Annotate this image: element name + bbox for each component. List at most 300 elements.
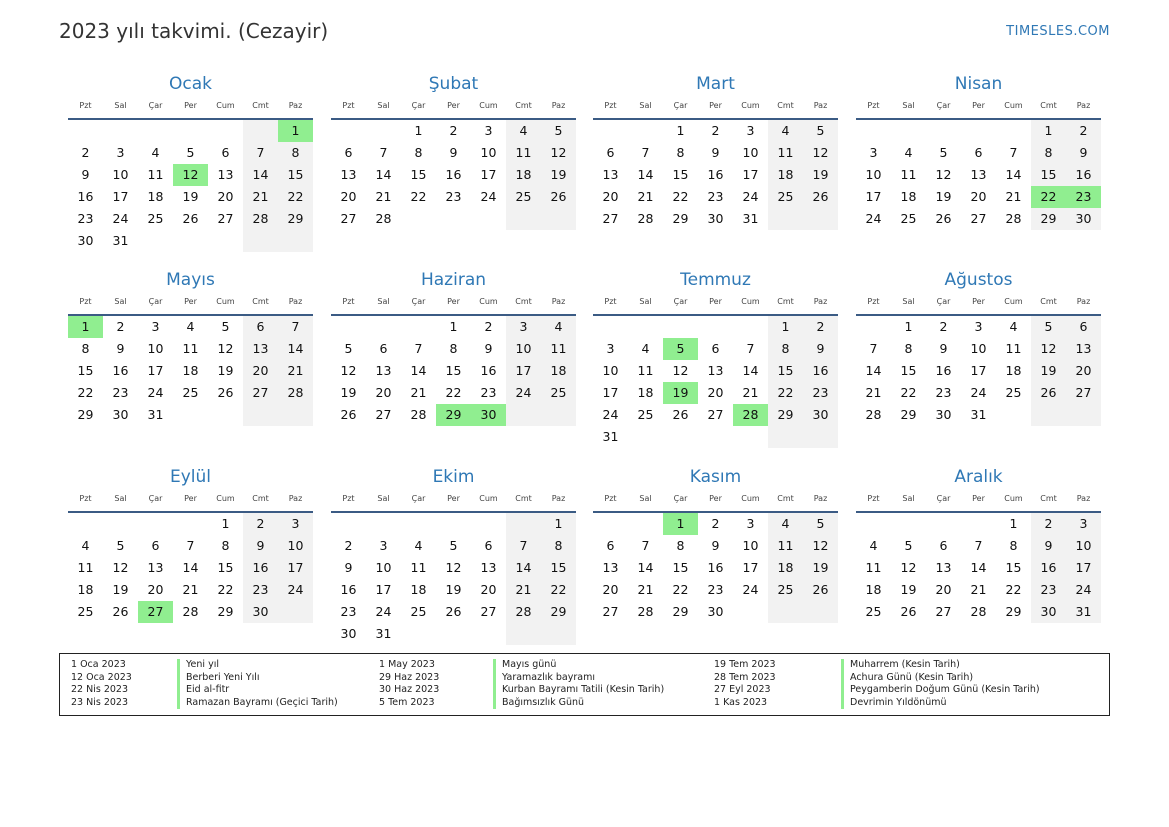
day-cell: 11 [410, 560, 427, 575]
day-cell: 6 [221, 145, 230, 160]
day-cell: 3 [1066, 513, 1101, 535]
day-cell: 18 [506, 164, 541, 186]
day-cell: 23 [707, 189, 724, 204]
day-cell: 15 [217, 560, 234, 575]
weekday-label: Per [972, 297, 985, 306]
weekday-label: Cmt [252, 101, 269, 110]
day-cell: 11 [506, 142, 541, 164]
day-cell: 14 [970, 560, 987, 575]
day-cell: 3 [379, 538, 388, 553]
day-cell: 16 [445, 167, 462, 182]
day-cell: 2 [803, 316, 838, 338]
empty-cell [628, 316, 663, 338]
day-grid [856, 316, 1101, 426]
weekday-header [331, 97, 576, 120]
day-cell: 10 [480, 145, 497, 160]
day-cell: 11 [900, 167, 917, 182]
day-cell: 23 [1031, 579, 1066, 601]
day-cell: 4 [414, 538, 423, 553]
day-cell: 29 [672, 604, 689, 619]
legend-date: 30 Haz 2023 [379, 684, 440, 696]
day-cell: 18 [768, 557, 803, 579]
holiday-day: 27 [138, 601, 173, 623]
day-grid [331, 120, 576, 230]
day-cell: 28 [865, 407, 882, 422]
day-cell: 24 [865, 211, 882, 226]
day-cell: 6 [379, 341, 388, 356]
day-cell: 19 [445, 582, 462, 597]
day-cell: 23 [935, 385, 952, 400]
weekday-header [856, 490, 1101, 513]
day-cell: 5 [541, 120, 576, 142]
day-cell: 1 [768, 316, 803, 338]
day-cell: 18 [1005, 363, 1022, 378]
day-cell: 27 [340, 211, 357, 226]
day-cell: 28 [1005, 211, 1022, 226]
day-cell: 26 [935, 211, 952, 226]
day-cell: 6 [243, 316, 278, 338]
day-cell: 25 [900, 211, 917, 226]
day-cell: 29 [672, 211, 689, 226]
day-cell: 5 [1031, 316, 1066, 338]
empty-cell [768, 426, 803, 448]
day-cell: 4 [506, 120, 541, 142]
day-cell: 23 [77, 211, 94, 226]
day-cell: 1 [1009, 516, 1018, 531]
day-cell: 25 [768, 186, 803, 208]
empty-cell [541, 208, 576, 230]
day-cell: 7 [243, 142, 278, 164]
weekday-label: Per [447, 101, 460, 110]
day-cell: 10 [865, 167, 882, 182]
day-cell: 10 [602, 363, 619, 378]
day-cell: 14 [410, 363, 427, 378]
day-cell: 14 [278, 338, 313, 360]
day-cell: 27 [935, 604, 952, 619]
legend-holiday-name: Ramazan Bayramı (Geçici Tarih) [177, 697, 338, 710]
day-cell: 25 [637, 407, 654, 422]
day-cell: 12 [340, 363, 357, 378]
day-cell: 13 [935, 560, 952, 575]
day-cell: 26 [445, 604, 462, 619]
day-cell: 18 [410, 582, 427, 597]
weekday-label: Çar [936, 297, 951, 306]
day-cell: 7 [379, 145, 388, 160]
empty-cell [401, 623, 436, 645]
day-cell: 12 [445, 560, 462, 575]
day-cell: 29 [768, 404, 803, 426]
day-cell: 28 [637, 211, 654, 226]
legend-holiday-name: Achura Günü (Kesin Tarih) [841, 672, 973, 685]
legend-holiday-name: Eid al-fitr [177, 684, 229, 697]
legend-holiday-name: Muharrem (Kesin Tarih) [841, 659, 960, 672]
empty-cell [436, 208, 471, 230]
day-cell: 21 [1005, 189, 1022, 204]
day-cell: 3 [116, 145, 125, 160]
day-cell: 6 [484, 538, 493, 553]
day-cell: 8 [904, 341, 913, 356]
day-cell: 8 [541, 535, 576, 557]
weekday-label: Cum [216, 494, 235, 503]
day-cell: 28 [410, 407, 427, 422]
day-cell: 13 [217, 167, 234, 182]
weekday-label: Per [447, 494, 460, 503]
day-cell: 2 [344, 538, 353, 553]
day-cell: 5 [939, 145, 948, 160]
day-cell: 22 [541, 579, 576, 601]
day-cell: 11 [147, 167, 164, 182]
day-cell: 15 [1005, 560, 1022, 575]
day-cell: 21 [182, 582, 199, 597]
day-cell: 26 [182, 211, 199, 226]
day-cell: 8 [449, 341, 458, 356]
day-cell: 22 [278, 186, 313, 208]
day-cell: 22 [410, 189, 427, 204]
month-3 [593, 73, 838, 230]
weekday-label: Pzt [604, 297, 617, 306]
day-cell: 21 [375, 189, 392, 204]
empty-cell [506, 513, 541, 535]
day-cell: 24 [112, 211, 129, 226]
day-cell: 30 [1066, 208, 1101, 230]
empty-cell [803, 601, 838, 623]
day-cell: 10 [147, 341, 164, 356]
empty-cell [471, 623, 506, 645]
weekday-label: Cmt [515, 494, 532, 503]
day-cell: 12 [541, 142, 576, 164]
empty-cell [628, 513, 663, 535]
day-cell: 30 [707, 211, 724, 226]
day-cell: 13 [707, 363, 724, 378]
weekday-label: Cmt [777, 494, 794, 503]
day-cell: 7 [641, 538, 650, 553]
day-grid [331, 316, 576, 426]
day-cell: 17 [970, 363, 987, 378]
day-cell: 27 [1066, 382, 1101, 404]
weekday-label: Sal [902, 297, 915, 306]
weekday-header [856, 293, 1101, 316]
day-cell: 7 [641, 145, 650, 160]
day-cell: 27 [375, 407, 392, 422]
empty-cell [208, 404, 243, 426]
day-cell: 3 [506, 316, 541, 338]
weekday-label: Per [184, 494, 197, 503]
day-cell: 15 [410, 167, 427, 182]
day-cell: 15 [900, 363, 917, 378]
weekday-label: Sal [639, 297, 652, 306]
holiday-day: 30 [471, 404, 506, 426]
day-cell: 8 [414, 145, 423, 160]
day-cell: 5 [803, 513, 838, 535]
day-cell: 15 [77, 363, 94, 378]
day-cell: 14 [243, 164, 278, 186]
day-cell: 20 [217, 189, 234, 204]
day-cell: 28 [182, 604, 199, 619]
day-cell: 11 [637, 363, 654, 378]
day-cell: 31 [602, 429, 619, 444]
day-cell: 13 [602, 560, 619, 575]
weekday-label: Çar [148, 101, 163, 110]
day-grid [68, 513, 313, 623]
day-cell: 22 [1005, 582, 1022, 597]
empty-cell [541, 404, 576, 426]
day-cell: 19 [217, 363, 234, 378]
empty-cell [243, 404, 278, 426]
empty-cell [366, 120, 401, 142]
day-cell: 16 [340, 582, 357, 597]
day-cell: 24 [278, 579, 313, 601]
weekday-label: Sal [114, 297, 127, 306]
day-cell: 19 [803, 164, 838, 186]
day-cell: 8 [1031, 142, 1066, 164]
weekday-label: Çar [411, 494, 426, 503]
day-cell: 7 [186, 538, 195, 553]
day-cell: 3 [151, 319, 160, 334]
holiday-day: 5 [663, 338, 698, 360]
day-cell: 24 [742, 189, 759, 204]
day-cell: 17 [506, 360, 541, 382]
weekday-header [593, 97, 838, 120]
weekday-label: Sal [114, 494, 127, 503]
day-cell: 9 [243, 535, 278, 557]
day-cell: 28 [278, 382, 313, 404]
weekday-label: Pzt [604, 101, 617, 110]
day-cell: 11 [865, 560, 882, 575]
day-cell: 14 [1005, 167, 1022, 182]
day-cell: 1 [541, 513, 576, 535]
day-cell: 12 [112, 560, 129, 575]
day-grid [68, 316, 313, 426]
day-grid [856, 120, 1101, 230]
day-cell: 27 [707, 407, 724, 422]
day-cell: 9 [803, 338, 838, 360]
legend-holiday-name: Berberi Yeni Yılı [177, 672, 260, 685]
day-cell: 25 [1005, 385, 1022, 400]
month-11 [593, 466, 838, 623]
weekday-header [593, 293, 838, 316]
weekday-label: Pzt [79, 101, 92, 110]
empty-cell [471, 513, 506, 535]
empty-cell [996, 120, 1031, 142]
day-cell: 30 [77, 233, 94, 248]
day-cell: 7 [506, 535, 541, 557]
day-cell: 14 [637, 560, 654, 575]
day-cell: 22 [445, 385, 462, 400]
empty-cell [401, 513, 436, 535]
day-cell: 18 [637, 385, 654, 400]
day-cell: 17 [1066, 557, 1101, 579]
empty-cell [471, 208, 506, 230]
month-5 [68, 269, 313, 426]
day-cell: 18 [768, 164, 803, 186]
weekday-label: Cmt [252, 297, 269, 306]
month-name: Mayıs [166, 270, 215, 290]
day-cell: 24 [506, 382, 541, 404]
day-cell: 5 [116, 538, 125, 553]
day-cell: 24 [480, 189, 497, 204]
month-2 [331, 73, 576, 230]
weekday-label: Sal [902, 494, 915, 503]
empty-cell [243, 120, 278, 142]
empty-cell [331, 513, 366, 535]
empty-cell [401, 316, 436, 338]
legend-holiday-name: Kurban Bayramı Tatili (Kesin Tarih) [493, 684, 664, 697]
day-cell: 19 [1031, 360, 1066, 382]
day-cell: 28 [243, 208, 278, 230]
day-cell: 18 [900, 189, 917, 204]
month-name: Temmuz [680, 270, 751, 290]
holiday-day: 12 [173, 164, 208, 186]
day-cell: 26 [803, 186, 838, 208]
empty-cell [173, 404, 208, 426]
weekday-label: Paz [288, 297, 303, 306]
day-cell: 31 [147, 407, 164, 422]
empty-cell [506, 208, 541, 230]
day-cell: 26 [803, 579, 838, 601]
day-cell: 15 [768, 360, 803, 382]
day-cell: 9 [1066, 142, 1101, 164]
day-cell: 13 [340, 167, 357, 182]
day-cell: 4 [1009, 319, 1018, 334]
day-cell: 17 [865, 189, 882, 204]
day-cell: 5 [344, 341, 353, 356]
weekday-label: Cmt [777, 297, 794, 306]
day-cell: 7 [1009, 145, 1018, 160]
day-cell: 3 [974, 319, 983, 334]
day-cell: 20 [1066, 360, 1101, 382]
day-grid [593, 513, 838, 623]
day-cell: 20 [707, 385, 724, 400]
day-cell: 20 [147, 582, 164, 597]
day-cell: 22 [217, 582, 234, 597]
day-cell: 13 [602, 167, 619, 182]
weekday-label: Per [447, 297, 460, 306]
day-cell: 17 [112, 189, 129, 204]
day-cell: 14 [182, 560, 199, 575]
day-cell: 11 [768, 142, 803, 164]
day-cell: 1 [676, 123, 685, 138]
month-name: Ekim [432, 467, 475, 487]
day-cell: 3 [746, 123, 755, 138]
weekday-label: Çar [673, 101, 688, 110]
weekday-label: Çar [411, 101, 426, 110]
month-name: Eylül [169, 467, 212, 487]
empty-cell [208, 230, 243, 252]
day-cell: 26 [112, 604, 129, 619]
day-cell: 22 [672, 582, 689, 597]
day-cell: 31 [970, 407, 987, 422]
legend-date: 1 Kas 2023 [714, 696, 768, 708]
empty-cell [733, 426, 768, 448]
day-cell: 27 [602, 211, 619, 226]
weekday-label: Cum [216, 101, 235, 110]
weekday-label: Sal [114, 101, 127, 110]
weekday-label: Per [709, 297, 722, 306]
day-cell: 10 [1066, 535, 1101, 557]
day-cell: 17 [602, 385, 619, 400]
day-cell: 30 [1031, 601, 1066, 623]
empty-cell [856, 316, 891, 338]
day-cell: 13 [147, 560, 164, 575]
day-cell: 11 [182, 341, 199, 356]
empty-cell [1031, 404, 1066, 426]
empty-cell [68, 513, 103, 535]
day-cell: 18 [865, 582, 882, 597]
day-grid [856, 513, 1101, 623]
day-cell: 12 [900, 560, 917, 575]
weekday-header [68, 97, 313, 120]
day-cell: 8 [676, 145, 685, 160]
month-name: Şubat [428, 74, 479, 94]
holiday-day: 1 [663, 513, 698, 535]
weekday-label: Çar [673, 297, 688, 306]
day-cell: 20 [602, 189, 619, 204]
weekday-label: Per [184, 297, 197, 306]
day-cell: 19 [803, 557, 838, 579]
day-cell: 15 [541, 557, 576, 579]
day-cell: 12 [217, 341, 234, 356]
legend-date: 22 Nis 2023 [71, 684, 128, 696]
month-6 [331, 269, 576, 426]
holiday-day: 22 [1031, 186, 1066, 208]
day-cell: 21 [278, 360, 313, 382]
weekday-label: Çar [148, 297, 163, 306]
weekday-header [593, 490, 838, 513]
weekday-header [68, 490, 313, 513]
day-cell: 10 [112, 167, 129, 182]
day-cell: 17 [375, 582, 392, 597]
weekday-label: Cmt [1040, 101, 1057, 110]
empty-cell [436, 623, 471, 645]
day-cell: 23 [340, 604, 357, 619]
day-cell: 13 [1066, 338, 1101, 360]
day-cell: 16 [77, 189, 94, 204]
weekday-label: Pzt [342, 101, 355, 110]
day-cell: 30 [803, 404, 838, 426]
day-cell: 8 [768, 338, 803, 360]
day-cell: 28 [970, 604, 987, 619]
day-cell: 16 [935, 363, 952, 378]
month-name: Haziran [420, 270, 487, 290]
empty-cell [593, 513, 628, 535]
empty-cell [856, 120, 891, 142]
day-cell: 17 [480, 167, 497, 182]
day-cell: 2 [484, 319, 493, 334]
day-cell: 4 [768, 120, 803, 142]
day-cell: 2 [711, 123, 720, 138]
brand-link[interactable]: TIMESLES.COM [1006, 24, 1110, 39]
month-name: Nisan [954, 74, 1003, 94]
weekday-label: Cum [479, 101, 498, 110]
day-cell: 23 [445, 189, 462, 204]
day-cell: 15 [445, 363, 462, 378]
empty-cell [138, 230, 173, 252]
holiday-day: 28 [733, 404, 768, 426]
day-cell: 31 [375, 626, 392, 641]
day-cell: 9 [711, 145, 720, 160]
day-cell: 2 [449, 123, 458, 138]
day-cell: 7 [414, 341, 423, 356]
weekday-label: Cmt [515, 101, 532, 110]
day-cell: 19 [935, 189, 952, 204]
weekday-label: Çar [936, 101, 951, 110]
day-cell: 13 [480, 560, 497, 575]
weekday-header [856, 97, 1101, 120]
day-cell: 27 [602, 604, 619, 619]
day-cell: 16 [707, 560, 724, 575]
empty-cell [663, 316, 698, 338]
day-cell: 3 [278, 513, 313, 535]
